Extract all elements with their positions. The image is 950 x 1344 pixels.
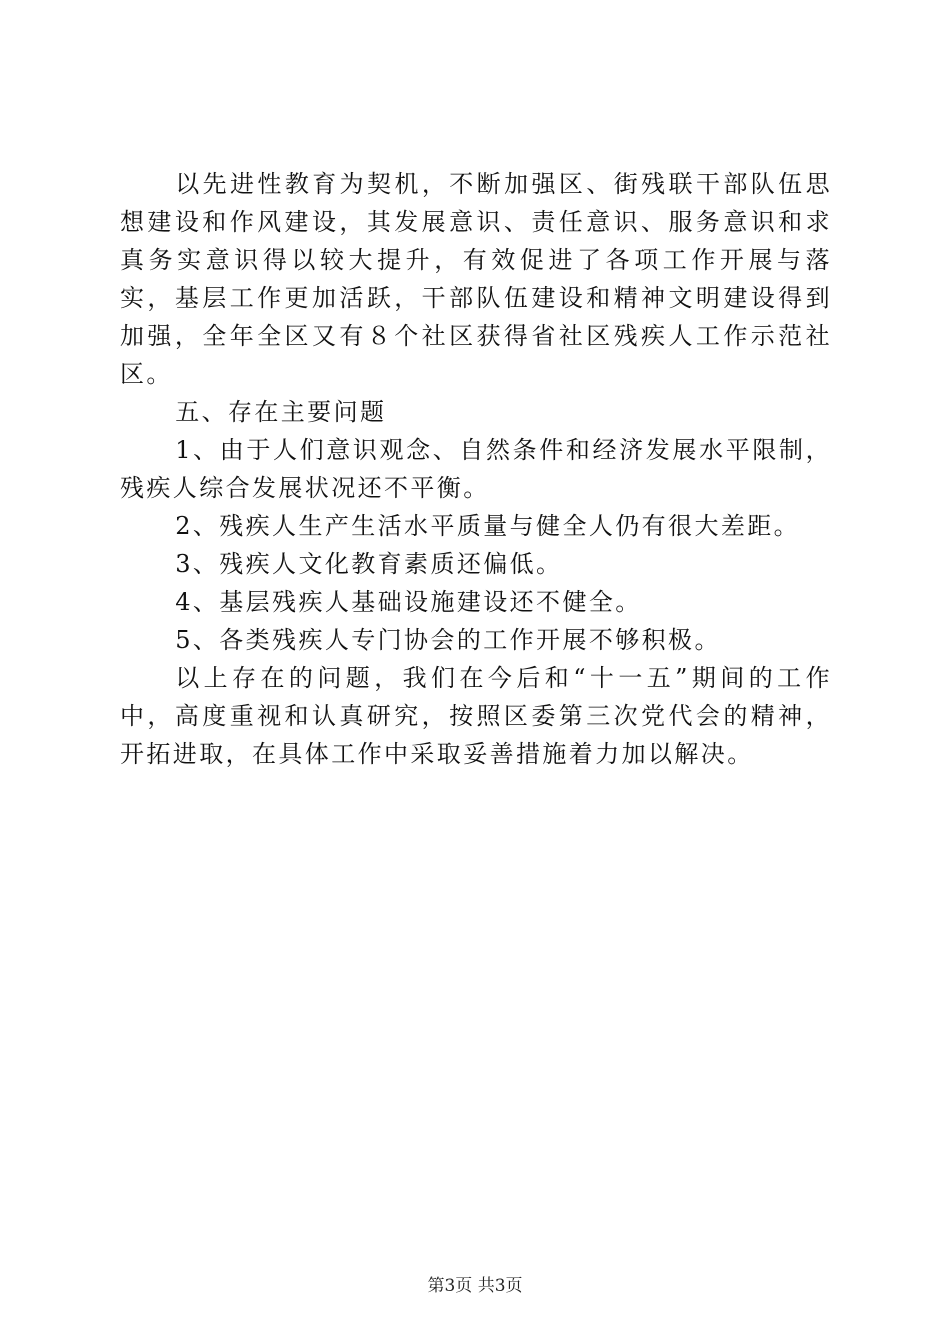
problem-item-3: 3、残疾人文化教育素质还偏低。 [175, 550, 563, 578]
problem-item-2: 2、残疾人生产生活水平质量与健全人仍有很大差距。 [175, 512, 801, 540]
document-body [120, 165, 832, 773]
paragraph-conclusion: 以上存在的问题，我们在今后和“十一五”期间的工作中，高度重视和认真研究，按照区委第三次党代会的精神，开拓进取，在具体工作中采取妥善措施着力加以解决。 [120, 664, 832, 768]
section-heading-problems: 五、存在主要问题 [175, 398, 387, 426]
paragraph-cadre-building: 以先进性教育为契机，不断加强区、街残联干部队伍思想建设和作风建设，其发展意识、责任意识、服务意识和求真务实意识得以较大提升，有效促进了各项工作开展与落实，基层工作更加活跃，干部队伍建设和精神文明建设得到加强，全年全区又有８个社区获得省社区残疾人工作示范社区。 [120, 170, 832, 388]
problem-item-4: 4、基层残疾人基础设施建设还不健全。 [175, 588, 642, 616]
problem-item-1: 1、由于人们意识观念、自然条件和经济发展水平限制，残疾人综合发展状况还不平衡。 [120, 436, 832, 502]
page-footer: 第3页 共3页 [427, 1276, 523, 1296]
problem-item-5: 5、各类残疾人专门协会的工作开展不够积极。 [175, 626, 721, 654]
